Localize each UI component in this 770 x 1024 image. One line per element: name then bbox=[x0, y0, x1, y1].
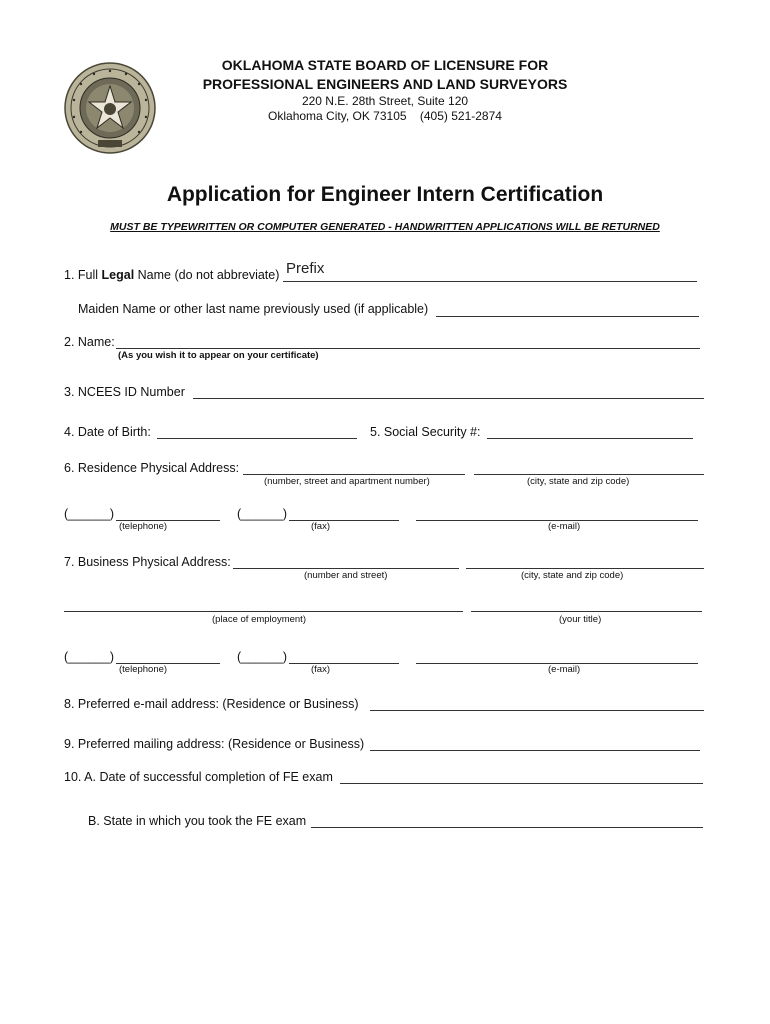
residence-email-caption: (e-mail) bbox=[548, 521, 581, 532]
ssn-field[interactable] bbox=[487, 438, 693, 439]
business-city-caption: (city, state and zip code) bbox=[521, 570, 624, 581]
title-caption: (your title) bbox=[559, 614, 602, 625]
ncees-id-field[interactable] bbox=[193, 398, 704, 399]
legal-name-field[interactable] bbox=[283, 281, 697, 282]
q1-label-suffix: Name (do not abbreviate) bbox=[134, 268, 280, 282]
q3-label: 3. NCEES ID Number bbox=[64, 385, 185, 399]
q1-label-legal: Legal bbox=[101, 268, 135, 282]
legal-name-value: Prefix bbox=[286, 260, 325, 277]
q7-label: 7. Business Physical Address: bbox=[64, 555, 231, 569]
q9-label: 9. Preferred mailing address: (Residence or Business) bbox=[64, 737, 365, 751]
form-title: Application for Engineer Intern Certification bbox=[166, 183, 604, 206]
typewritten-warning: MUST BE TYPEWRITTEN OR COMPUTER GENERATED - HANDWRITTEN APPLICATIONS WILL BE RETURNED bbox=[110, 221, 660, 233]
dob-field[interactable] bbox=[157, 438, 357, 439]
org-phone: (405) 521-2874 bbox=[419, 109, 502, 123]
q10b-label: B. State in which you took the FE exam bbox=[88, 814, 307, 828]
q2-label: 2. Name: bbox=[64, 335, 115, 349]
q6-label: 6. Residence Physical Address: bbox=[64, 461, 240, 475]
certificate-name-note: (As you wish it to appear on your certificate) bbox=[118, 350, 319, 361]
employment-field[interactable] bbox=[64, 611, 463, 612]
maiden-name-field[interactable] bbox=[436, 316, 699, 317]
address-line2 bbox=[140, 109, 630, 124]
residence-city-caption: (city, state and zip code) bbox=[527, 476, 630, 487]
fe-exam-date-field[interactable] bbox=[340, 783, 703, 784]
residence-fax-field[interactable] bbox=[289, 520, 399, 521]
q4-label: 4. Date of Birth: bbox=[64, 425, 151, 439]
preferred-email-field[interactable] bbox=[370, 710, 704, 711]
business-phone-area: (______) bbox=[64, 650, 115, 664]
residence-phone-area: (______) bbox=[64, 507, 115, 521]
business-fax-caption: (fax) bbox=[311, 664, 330, 675]
org-address bbox=[140, 94, 630, 124]
business-city-field[interactable] bbox=[466, 568, 704, 569]
business-street-caption: (number and street) bbox=[304, 570, 388, 581]
title-field[interactable] bbox=[471, 611, 702, 612]
fe-exam-state-field[interactable] bbox=[311, 827, 703, 828]
business-email-caption: (e-mail) bbox=[548, 664, 581, 675]
q1-label bbox=[64, 268, 279, 282]
residence-street-field[interactable] bbox=[243, 474, 465, 475]
business-fax-area: (______) bbox=[237, 650, 288, 664]
residence-telephone-caption: (telephone) bbox=[119, 521, 168, 532]
q10a-label: 10. A. Date of successful completion of FE exam bbox=[64, 770, 333, 784]
residence-fax-area: (______) bbox=[237, 507, 288, 521]
residence-fax-caption: (fax) bbox=[311, 521, 330, 532]
org-name-line2: PROFESSIONAL ENGINEERS AND LAND SURVEYORS bbox=[202, 76, 568, 92]
org-name-line1: OKLAHOMA STATE BOARD OF LICENSURE FOR bbox=[221, 57, 549, 73]
residence-city-field[interactable] bbox=[474, 474, 704, 475]
preferred-mailing-field[interactable] bbox=[370, 750, 700, 751]
q1-label-prefix: 1. Full bbox=[64, 268, 102, 282]
address-city: Oklahoma City, OK 73105 bbox=[268, 109, 407, 123]
q8-label: 8. Preferred e-mail address: (Residence or Business) bbox=[64, 697, 359, 711]
certificate-name-field[interactable] bbox=[116, 348, 700, 349]
business-street-field[interactable] bbox=[233, 568, 459, 569]
q5-label: 5. Social Security #: bbox=[370, 425, 481, 439]
business-telephone-caption: (telephone) bbox=[119, 664, 168, 675]
org-name bbox=[140, 56, 630, 94]
address-line1: 220 N.E. 28th Street, Suite 120 bbox=[301, 94, 469, 108]
maiden-name-label: Maiden Name or other last name previously used (if applicable) bbox=[78, 302, 429, 316]
residence-street-caption: (number, street and apartment number) bbox=[264, 476, 430, 487]
business-fax-field[interactable] bbox=[289, 663, 399, 664]
employment-caption: (place of employment) bbox=[212, 614, 306, 625]
